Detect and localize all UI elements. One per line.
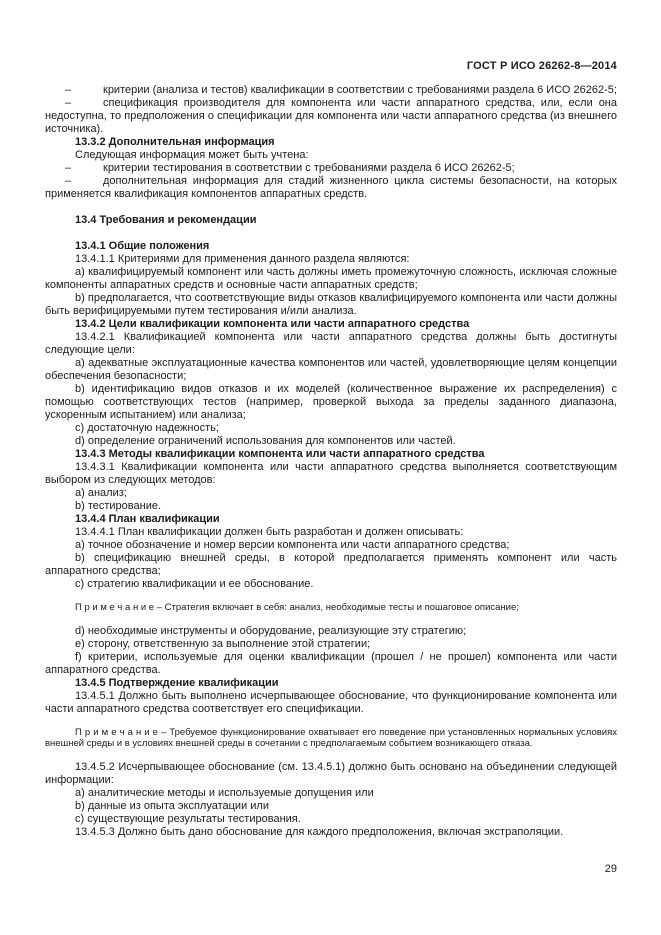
paragraph: b) тестирование.: [75, 500, 162, 512]
paragraph: a) точное обозначение и номер версии компонента или части аппаратного средства;: [75, 539, 510, 551]
dash-marker: –: [65, 97, 72, 109]
note: П р и м е ч а н и е – Стратегия включает в себя: анализ, необходимые тесты и пошаговое описание;: [75, 602, 519, 613]
section-heading: 13.3.2 Дополнительная информация: [75, 136, 275, 148]
paragraph: 13.4.5.1 Должно быть выполнено исчерпывающее обоснование, что функционирование компонента или части аппаратного средства соответствует его спецификации.: [45, 689, 617, 715]
list-item-text: дополнительная информация для стадий жизненного цикла системы безопасности, на которых применяется квалификация компонентов аппаратных средств.: [45, 175, 617, 200]
list-item: [45, 175, 617, 201]
list-item: [45, 97, 617, 136]
list-item: [45, 162, 617, 175]
paragraph: 13.4.2.1 Квалификацией компонента или части аппаратного средства должны быть достигнуты следующие цели:: [45, 331, 617, 356]
paragraph: 13.4.5.2 Исчерпывающее обоснование (см. 13.4.5.1) должно быть основано на объединении следующей информации:: [45, 760, 617, 786]
section-heading: 13.4 Требования и рекомендации: [75, 214, 257, 226]
list-item-text: критерии тестирования в соответствии с требованиями раздела 6 ИСО 26262-5;: [103, 162, 515, 174]
paragraph: d) необходимые инструменты и оборудование, реализующие эту стратегию;: [75, 624, 467, 637]
section-heading: 13.4.2 Цели квалификации компонента или части аппаратного средства: [75, 318, 470, 330]
paragraph: b) предполагается, что соответствующие виды отказов квалифицируемого компонента или части должны быть верифицируемыми путем тестирования и/или анализа.: [45, 292, 617, 317]
paragraph: a) адекватные эксплуатационные качества компонентов или частей, удовлетворяющие целям концепции обеспечения безопасности;: [45, 357, 617, 382]
list-item-text: спецификация производителя для компонента или части аппаратного средства, или, если она недоступна, то предположения о спецификации для компонента или части аппаратного средства (из внешнего источника).: [45, 97, 617, 135]
paragraph: d) определение ограничений использования для компонентов или частей.: [75, 435, 456, 447]
paragraph: f) критерии, используемые для оценки квалификации (прошел / не прошел) компонента или части аппаратного средства.: [45, 650, 617, 676]
section-heading: 13.4.5 Подтверждение квалификации: [75, 676, 279, 689]
dash-marker: –: [65, 162, 72, 174]
paragraph: a) аналитические методы и используемые допущения или: [75, 786, 374, 799]
section-heading: 13.4.1 Общие положения: [75, 240, 210, 252]
paragraph: c) достаточную надежность;: [75, 422, 219, 434]
section-heading: 13.4.4 План квалификации: [75, 513, 220, 525]
list-item-text: критерии (анализа и тестов) квалификации в соответствии с требованиями раздела 6 ИСО 26262-5;: [103, 84, 617, 96]
paragraph: b) данные из опыта эксплуатации или: [75, 799, 269, 812]
paragraph: a) квалифицируемый компонент или часть должны иметь промежуточную сложность, исключая сложные компоненты аппаратных средств и основные части аппаратных средств;: [45, 266, 617, 291]
paragraph: a) анализ;: [75, 487, 127, 499]
paragraph: b) спецификацию внешней среды, в которой предполагается применять компонент или часть аппаратного средства;: [45, 552, 617, 577]
paragraph: 13.4.5.3 Должно быть дано обоснование для каждого предположения, включая экстраполяции.: [75, 825, 564, 838]
paragraph: 13.4.1.1 Критериями для применения данного раздела являются:: [75, 253, 410, 265]
paragraph: Следующая информация может быть учтена:: [75, 149, 309, 161]
note: П р и м е ч а н и е – Требуемое функционирование охватывает его поведение при установленных нормальных условиях внешней среды и в условиях внешней среды в сочетании с предполагаемым событием возникающего отказа.: [45, 726, 617, 749]
paragraph: b) идентификацию видов отказов и их моделей (количественное выражение их распределения) с помощью соответствующих тестов (например, проверкой выхода за пределы заданного диапазона, ускоренным испытанием) или анализа;: [45, 383, 617, 421]
section-heading: 13.4.3 Методы квалификации компонента или части аппаратного средства: [75, 448, 485, 460]
dash-marker: –: [65, 84, 72, 96]
list-item: [45, 84, 617, 97]
paragraph: 13.4.3.1 Квалификации компонента или части аппаратного средства выполняется соответствующим выбором из следующих методов:: [45, 461, 617, 486]
paragraph: 13.4.4.1 План квалификации должен быть разработан и должен описывать:: [75, 526, 464, 538]
paragraph: c) существующие результаты тестирования.: [75, 812, 301, 825]
page-number: 29: [604, 863, 617, 875]
dash-marker: –: [65, 175, 72, 187]
document-header: ГОСТ Р ИСО 26262-8—2014: [466, 60, 617, 72]
paragraph: c) стратегию квалификации и ее обоснование.: [75, 578, 314, 590]
document-body: [45, 84, 617, 839]
paragraph: e) сторону, ответственную за выполнение этой стратегии;: [75, 637, 371, 650]
